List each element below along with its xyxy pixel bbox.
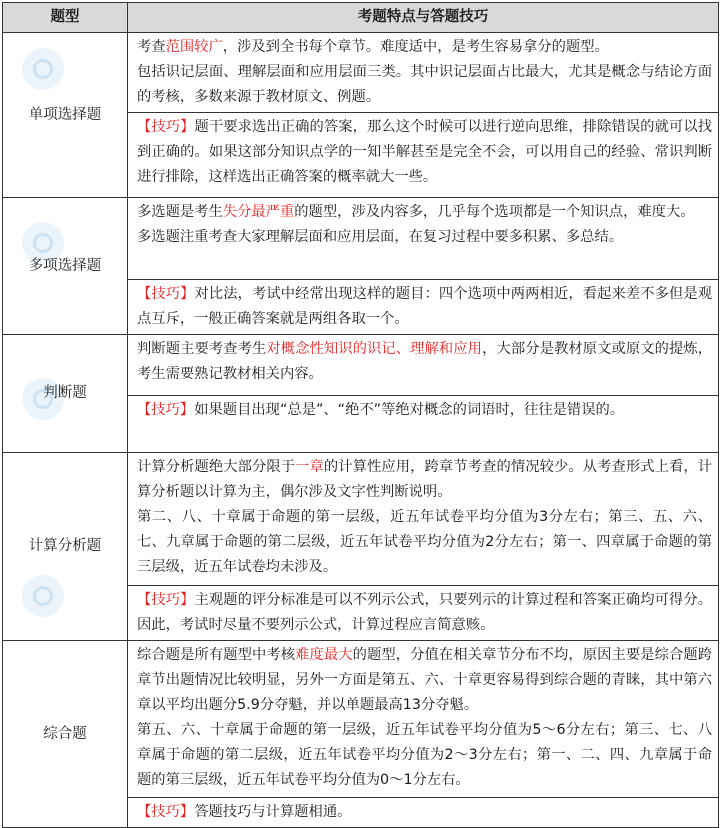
question-type-cell: 判断题 (3, 335, 128, 453)
feature-paragraph (137, 337, 712, 387)
feature-text: 第五、六、十章属于命题的第一层级，近五年试卷平均分值为5～6分左右；第三、七、八章属于命题的第二层级，近五年试卷平均分值为2～3分左右；第一、二、四、九章属于命题的第三层级，近五年试卷平均分值为0～1分左右。 (137, 722, 712, 788)
highlight-text: 对概念性知识的识记、理解和应用 (266, 341, 483, 357)
tip-text: 对比法，考试中经常出现这样的题目：四个选项中两两相近，看起来差不多但是观点互斥，一般正确答案就是两组各取一个。 (137, 286, 713, 327)
feature-paragraph (137, 718, 712, 793)
highlight-text: 一章 (295, 459, 324, 475)
feature-text: 综合题是所有题型中考核 (137, 647, 296, 663)
tip-label: 【技巧】 (137, 402, 195, 418)
feature-text: ，涉及到全书每个章节。难度适中，是考生容易拿分的题型。 (222, 39, 609, 55)
question-type-cell: 计算分析题 (3, 453, 128, 641)
tip-cell (128, 113, 719, 198)
feature-paragraph (137, 505, 712, 580)
feature-text: 的计算性应用，跨章节考查的情况较少。从考查形式上看，计算分析题以计算为主，偶尔涉及文字性判断说明。 (137, 459, 713, 500)
highlight-text: 失分最严重 (222, 204, 295, 220)
features-cell (128, 198, 719, 280)
tip-text: 如果题目出现“总是”、“绝不”等绝对概念的词语时，往往是错误的。 (194, 402, 625, 418)
features-cell (128, 641, 719, 798)
highlight-text: 难度最大 (295, 647, 353, 663)
features-cell (128, 335, 719, 396)
exam-tips-table (2, 2, 719, 828)
table-header-row (3, 3, 719, 33)
feature-paragraph (137, 643, 712, 718)
tip-text: 答题技巧与计算题相通。 (194, 804, 352, 820)
feature-text: 第二、八、十章属于命题的第一层级，近五年试卷平均分值为3分左右；第三、五、六、七、九章属于命题的第二层级，近五年试卷平均分值为2分左右；第一、四章属于命题的第三层级，近五年试卷均未涉及。 (137, 509, 712, 575)
tip-text: 主观题的评分标准是可以不列示公式，只要列示的计算过程和答案正确均可得分。因此，考试时尽量不要列示公式，计算过程应言简意赅。 (137, 592, 713, 633)
feature-text: 考查 (137, 39, 166, 55)
features-cell (128, 453, 719, 586)
feature-text: ，大部分是教材原文或原文的提炼，考生需要熟记教材相关内容。 (137, 341, 713, 382)
tip-label: 【技巧】 (137, 592, 195, 608)
table-row (3, 641, 719, 798)
feature-paragraph (137, 35, 712, 60)
table-row (3, 198, 719, 280)
feature-text: 的题型，分值在相关章节分布不均，原因主要是综合题跨章节出题情况比较明显，另外一方面是第五、六、十章更容易得到综合题的青睐，其中第六章以平均出题分5.9分夺魁，并以单题最高13分夺魁。 (137, 647, 713, 713)
feature-text: 多选题注重考查大家理解层面和应用层面，在复习过程中要多积累、多总结。 (137, 229, 624, 245)
highlight-text: 范围较广 (165, 39, 223, 55)
tip-text: 题干要求选出正确的答案，那么这个时候可以进行逆向思维，排除错误的就可以找到正确的。如果这部分知识点学的一知半解甚至是完全不会，可以用自己的经验、常识判断进行排除，这样选出正确答案的概率就大一些。 (137, 119, 713, 185)
header-features-tips: 考题特点与答题技巧 (128, 3, 719, 33)
tip-label: 【技巧】 (137, 286, 195, 302)
table-row (3, 335, 719, 396)
tip-cell (128, 396, 719, 453)
tip-label: 【技巧】 (137, 804, 195, 820)
feature-text: 的题型，涉及内容多，几乎每个选项都是一个知识点，难度大。 (294, 204, 695, 220)
question-type-cell: 多项选择题 (3, 198, 128, 335)
feature-text: 计算分析题绝大部分限于 (137, 459, 296, 475)
table-row (3, 33, 719, 113)
question-type-cell: 综合题 (3, 641, 128, 828)
question-type-cell: 单项选择题 (3, 33, 128, 198)
feature-text: 判断题主要考查考生 (137, 341, 267, 357)
tip-cell (128, 280, 719, 335)
tip-label: 【技巧】 (137, 119, 195, 135)
feature-paragraph (137, 60, 712, 110)
table-row (3, 453, 719, 586)
feature-paragraph (137, 455, 712, 505)
feature-paragraph (137, 200, 712, 225)
tip-cell (128, 798, 719, 828)
tip-cell (128, 586, 719, 641)
header-question-type: 题型 (3, 3, 128, 33)
features-cell (128, 33, 719, 113)
feature-text: 多选题是考生 (137, 204, 223, 220)
feature-paragraph (137, 225, 712, 250)
feature-text: 包括识记层面、理解层面和应用层面三类。其中识记层面占比最大，尤其是概念与结论方面的考核，多数来源于教材原文、例题。 (137, 64, 712, 105)
